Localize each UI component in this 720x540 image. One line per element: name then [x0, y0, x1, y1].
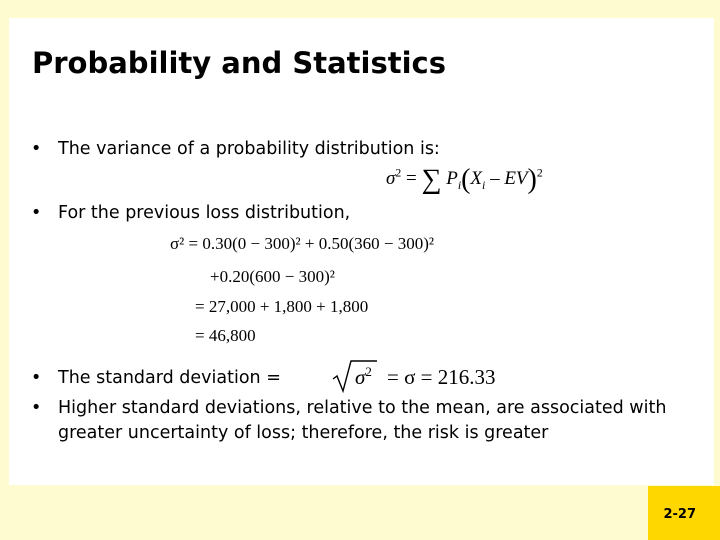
slide-title: Probability and Statistics — [32, 46, 446, 80]
formula-exponent: 2 — [395, 166, 402, 180]
bullet-text: Higher standard deviations, relative to the mean, are associated with greater uncertainty of loss; therefore, the risk is greater — [58, 398, 667, 443]
formula-x: X — [470, 168, 483, 189]
formula-open-paren: ( — [461, 164, 471, 195]
bullet-text: For the previous loss distribution, — [58, 203, 351, 223]
formula-minus-ev: – EV — [490, 168, 528, 189]
slide-canvas — [9, 18, 714, 485]
calc-line-3: = 27,000 + 1,800 + 1,800 — [195, 297, 369, 316]
calc-line-2: +0.20(600 − 300)² — [210, 267, 335, 286]
bullet-marker: • — [31, 368, 42, 388]
page-number: 2-27 — [663, 507, 696, 522]
std-exponent: 2 — [365, 364, 372, 379]
summation-symbol: ∑ — [421, 164, 442, 195]
calc-line-4: = 46,800 — [195, 326, 256, 345]
calc-line-1: σ² = 0.30(0 − 300)² + 0.50(360 − 300)² — [170, 234, 434, 253]
bullet-text: The variance of a probability distribution is: — [58, 139, 440, 159]
variance-formula — [386, 164, 543, 196]
bullet-marker: • — [31, 203, 42, 223]
formula-subscript-i-2: i — [482, 178, 486, 192]
formula-close-paren: ) — [527, 164, 537, 195]
formula-sigma: σ — [386, 168, 396, 189]
formula-equals: = — [406, 168, 417, 189]
bullet-text: The standard deviation = — [58, 368, 281, 388]
page-number-box — [648, 486, 720, 540]
formula-exponent-2: 2 — [536, 166, 543, 180]
bullet-marker: • — [31, 398, 42, 418]
std-result: = σ = 216.33 — [387, 365, 496, 389]
formula-subscript-i: i — [457, 178, 462, 192]
formula-p: P — [446, 168, 458, 189]
bullet-marker: • — [31, 139, 42, 159]
std-sigma: σ — [355, 365, 366, 389]
